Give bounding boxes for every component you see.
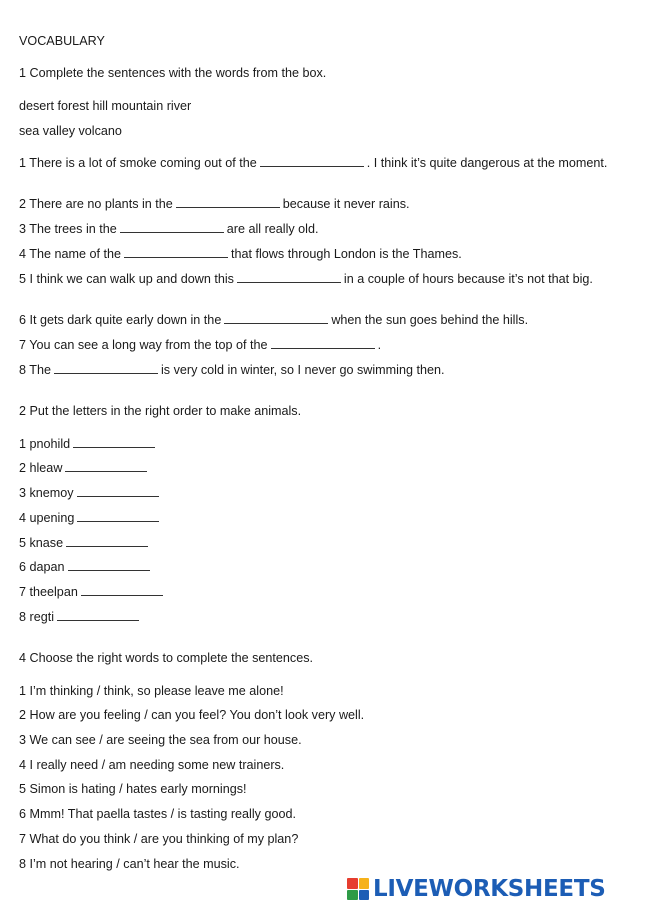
s2-item-text: 1 pnohild [19,437,71,451]
s1-item-text: 6 It gets dark quite early down in the [19,313,222,327]
s2-item-text: 6 dapan [19,560,65,574]
s4-item-2[interactable]: 2 How are you feeling / can you feel? You don’t look very well. [19,708,365,722]
word-box-line-2: sea valley volcano [19,124,122,138]
s1-item-text: 3 The trees in the [19,222,117,236]
s2-item-7 [19,584,629,600]
s1-item-5 [19,271,629,287]
s2-item-8 [19,609,629,625]
s1-blank-5[interactable] [237,271,341,283]
s1-item-text: because it never rains. [282,197,410,211]
s1-item-text: in a couple of hours because it’s not that big. [343,272,593,286]
s1-item-text: is very cold in winter, so I never go swimming then. [160,363,445,377]
s1-item-text: 2 There are no plants in the [19,197,173,211]
s1-item-3 [19,221,629,237]
word-box-line-1: desert forest hill mountain river [19,99,192,113]
s1-item-text: 7 You can see a long way from the top of the [19,338,268,352]
s1-item-text: 5 I think we can walk up and down this [19,272,234,286]
s2-item-1 [19,436,629,452]
s2-item-text: 8 regti [19,610,55,624]
s1-blank-2[interactable] [176,196,280,208]
s4-item-3[interactable]: 3 We can see / are seeing the sea from our house. [19,733,302,747]
s2-item-5 [19,535,629,551]
s2-blank-8[interactable] [57,609,139,621]
s4-item-1[interactable]: 1 I’m thinking / think, so please leave me alone! [19,684,284,698]
section4-heading: 4 Choose the right words to complete the sentences. [19,651,314,665]
logo-text: LIVEWORKSHEETS [373,876,606,902]
liveworksheets-logo-icon [347,878,369,900]
liveworksheets-logo [347,874,605,904]
s1-blank-8[interactable] [54,362,158,374]
s1-item-1 [19,155,629,171]
s1-item-7 [19,337,629,353]
s2-item-3 [19,485,629,501]
s1-item-6 [19,312,629,328]
s2-item-text: 4 upening [19,511,75,525]
s2-item-text: 7 theelpan [19,585,78,599]
s2-item-text: 3 knemoy [19,486,74,500]
logo-square [359,890,370,901]
s2-item-4 [19,510,629,526]
s4-item-6[interactable]: 6 Mmm! That paella tastes / is tasting really good. [19,807,296,821]
s1-item-text: 8 The [19,363,51,377]
s2-item-2 [19,460,629,476]
s2-item-6 [19,559,629,575]
logo-square [359,878,370,889]
s4-item-7[interactable]: 7 What do you think / are you thinking of my plan? [19,832,299,846]
s2-blank-5[interactable] [66,535,148,547]
logo-square [347,878,358,889]
s1-blank-7[interactable] [271,337,375,349]
s2-blank-6[interactable] [68,559,150,571]
s1-blank-1[interactable] [260,155,364,167]
s2-blank-3[interactable] [77,485,159,497]
section2-heading: 2 Put the letters in the right order to make animals. [19,404,302,418]
s2-item-text: 2 hleaw [19,461,63,475]
s2-blank-2[interactable] [65,460,147,472]
s1-item-text: are all really old. [226,222,319,236]
s1-item-text: 4 The name of the [19,247,121,261]
s2-blank-7[interactable] [81,584,163,596]
s1-blank-4[interactable] [124,246,228,258]
worksheet-title: VOCABULARY [19,34,105,48]
s4-item-8[interactable]: 8 I’m not hearing / can’t hear the music. [19,857,240,871]
s2-blank-4[interactable] [77,510,159,522]
s1-item-2 [19,196,629,212]
s4-item-4[interactable]: 4 I really need / am needing some new trainers. [19,758,285,772]
s1-item-8 [19,362,629,378]
s1-item-text: that flows through London is the Thames. [231,247,462,261]
s1-blank-6[interactable] [224,312,328,324]
s4-item-5[interactable]: 5 Simon is hating / hates early mornings! [19,782,247,796]
logo-square [347,890,358,901]
s1-item-4 [19,246,629,262]
s1-item-text: . [377,338,382,352]
s1-item-text: 1 There is a lot of smoke coming out of the [19,156,257,170]
s1-item-text: when the sun goes behind the hills. [331,313,529,327]
section1-heading: 1 Complete the sentences with the words from the box. [19,66,327,80]
s1-item-text: . I think it’s quite dangerous at the moment. [366,156,608,170]
s2-blank-1[interactable] [73,436,155,448]
s2-item-text: 5 knase [19,536,64,550]
s1-blank-3[interactable] [120,221,224,233]
